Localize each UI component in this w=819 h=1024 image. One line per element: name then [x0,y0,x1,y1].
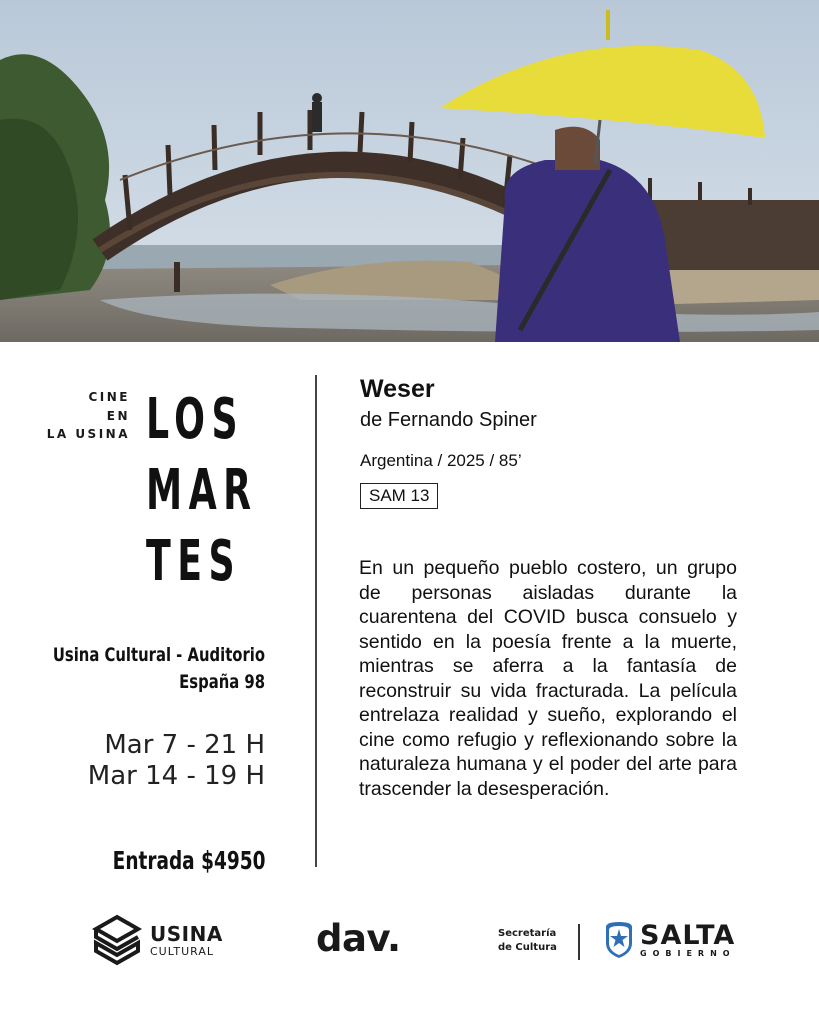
ticket-price: Entrada $4950 [112,846,265,875]
brand-subtitle-line: LA USINA [46,427,130,441]
film-title: Weser [360,375,435,403]
screening-date: Mar 14 - 19 H [87,761,265,791]
venue-address: España 98 [179,671,265,693]
film-synopsis: En un pequeño pueblo costero, un grupo de personas aisladas durante la cuarentena del COVID busca consuelo y sentido en la poesía frente a la muerte, mientras se aferra a la fantasía de reconstruir su vida fracturada. La película entrelaza realidad y sueño, explorando el cine como refugio y reflexionando sobre la naturaleza humana y el poder del arte para trascender la desesperación. [359,557,737,800]
venue-info [53,642,265,696]
brand-title-line: TES [146,529,242,594]
column-divider [315,375,317,867]
usina-cultural-logo [92,912,223,968]
usina-logo-name: USINA [150,921,223,946]
usina-logo-sub: CULTURAL [150,944,214,958]
hero-photo-illustration [0,0,819,342]
dav-logo: dav. [316,917,401,960]
footer-divider [578,924,580,960]
series-brand [0,370,300,600]
salta-gobierno-logo [604,921,736,959]
usina-cube-icon [92,913,142,967]
salta-logo-sub: GOBIERNO [640,949,736,958]
brand-title [146,384,258,597]
brand-title-line: LOS [146,387,245,452]
hero-photo [0,0,819,342]
venue-name: Usina Cultural - Auditorio [52,644,265,666]
brand-subtitle-line: EN [106,408,130,423]
salta-logo-name: SALTA [640,920,736,951]
screening-dates [88,730,265,792]
brand-subtitle [47,388,130,444]
brand-title-line: MAR [146,458,258,523]
age-rating-badge: SAM 13 [360,483,438,509]
brand-subtitle-line: CINE [88,390,130,404]
secretaria-cultura-logo [498,927,557,955]
secretaria-line: Secretaría [498,928,557,939]
secretaria-line: de Cultura [498,942,557,953]
film-director: de Fernando Spiner [360,409,537,431]
salta-shield-icon [604,921,634,959]
screening-date: Mar 7 - 21 H [104,730,265,760]
film-meta: Argentina / 2025 / 85’ [360,451,522,470]
